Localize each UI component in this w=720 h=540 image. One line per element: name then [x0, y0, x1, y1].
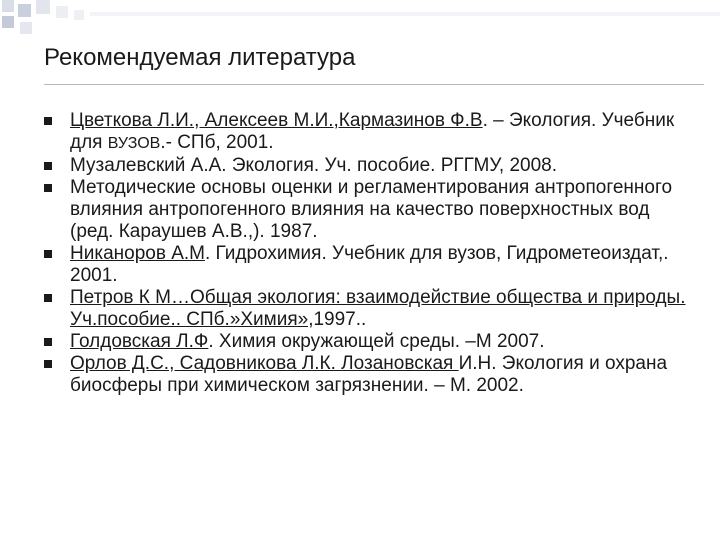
square-bullet-icon — [44, 338, 52, 346]
reference-item — [44, 110, 694, 155]
reference-link[interactable]: Орлов Д.С., Садовникова Л.К. Лозановская — [70, 353, 459, 374]
reference-link[interactable]: Никаноров А.М — [70, 243, 205, 264]
reference-text: .- СПб, 2001. — [160, 132, 274, 153]
square-bullet-icon — [44, 360, 52, 368]
reference-item — [44, 155, 694, 177]
reference-text: . – Экология. Учебник для — [70, 110, 675, 153]
reference-text: ВУЗОВ — [107, 135, 161, 152]
reference-text: 1997.. — [313, 309, 367, 330]
reference-item — [44, 331, 694, 353]
square-bullet-icon — [44, 184, 52, 192]
square-bullet-icon — [44, 250, 52, 258]
reference-text: . Гидрохимия. Учебник для вузов, Гидрометеоиздат,. 2001. — [70, 243, 669, 286]
reference-item — [44, 287, 694, 331]
reference-text: И.Н. Экология и охрана биосферы при химическом загрязнении. – М. 2002. — [70, 353, 668, 396]
reference-link[interactable]: Петров К М…Общая экология: взаимодействие общества и природы. Уч.пособие.. СПб.»Химия», — [70, 287, 686, 330]
square-bullet-icon — [44, 294, 52, 302]
reference-item — [44, 177, 694, 243]
square-bullet-icon — [44, 117, 52, 125]
square-bullet-icon — [44, 162, 52, 170]
reference-item — [44, 243, 694, 287]
reference-text: . Химия окружающей среды. –М 2007. — [208, 331, 545, 352]
decorative-squares-header — [0, 0, 720, 40]
slide-title: Рекомендуемая литература — [44, 44, 356, 71]
reference-link[interactable]: Цветкова Л.И., Алексеев М.И.,Кармазинов Ф.В — [70, 110, 483, 131]
reference-item — [44, 353, 694, 397]
reference-text: Методические основы оценки и регламентирования антропогенного влияния антропогенного влияния на качество поверхностных вод (ред. Караушев А.В.,). 1987. — [70, 177, 673, 242]
deco-band — [90, 12, 720, 16]
reference-text: Музалевский А.А. Экология. Уч. пособие. РГГМУ, 2008. — [70, 155, 558, 176]
reference-list — [44, 110, 694, 397]
title-divider — [44, 84, 704, 85]
deco-strip — [0, 0, 720, 40]
reference-link[interactable]: Голдовская Л.Ф — [70, 331, 209, 352]
